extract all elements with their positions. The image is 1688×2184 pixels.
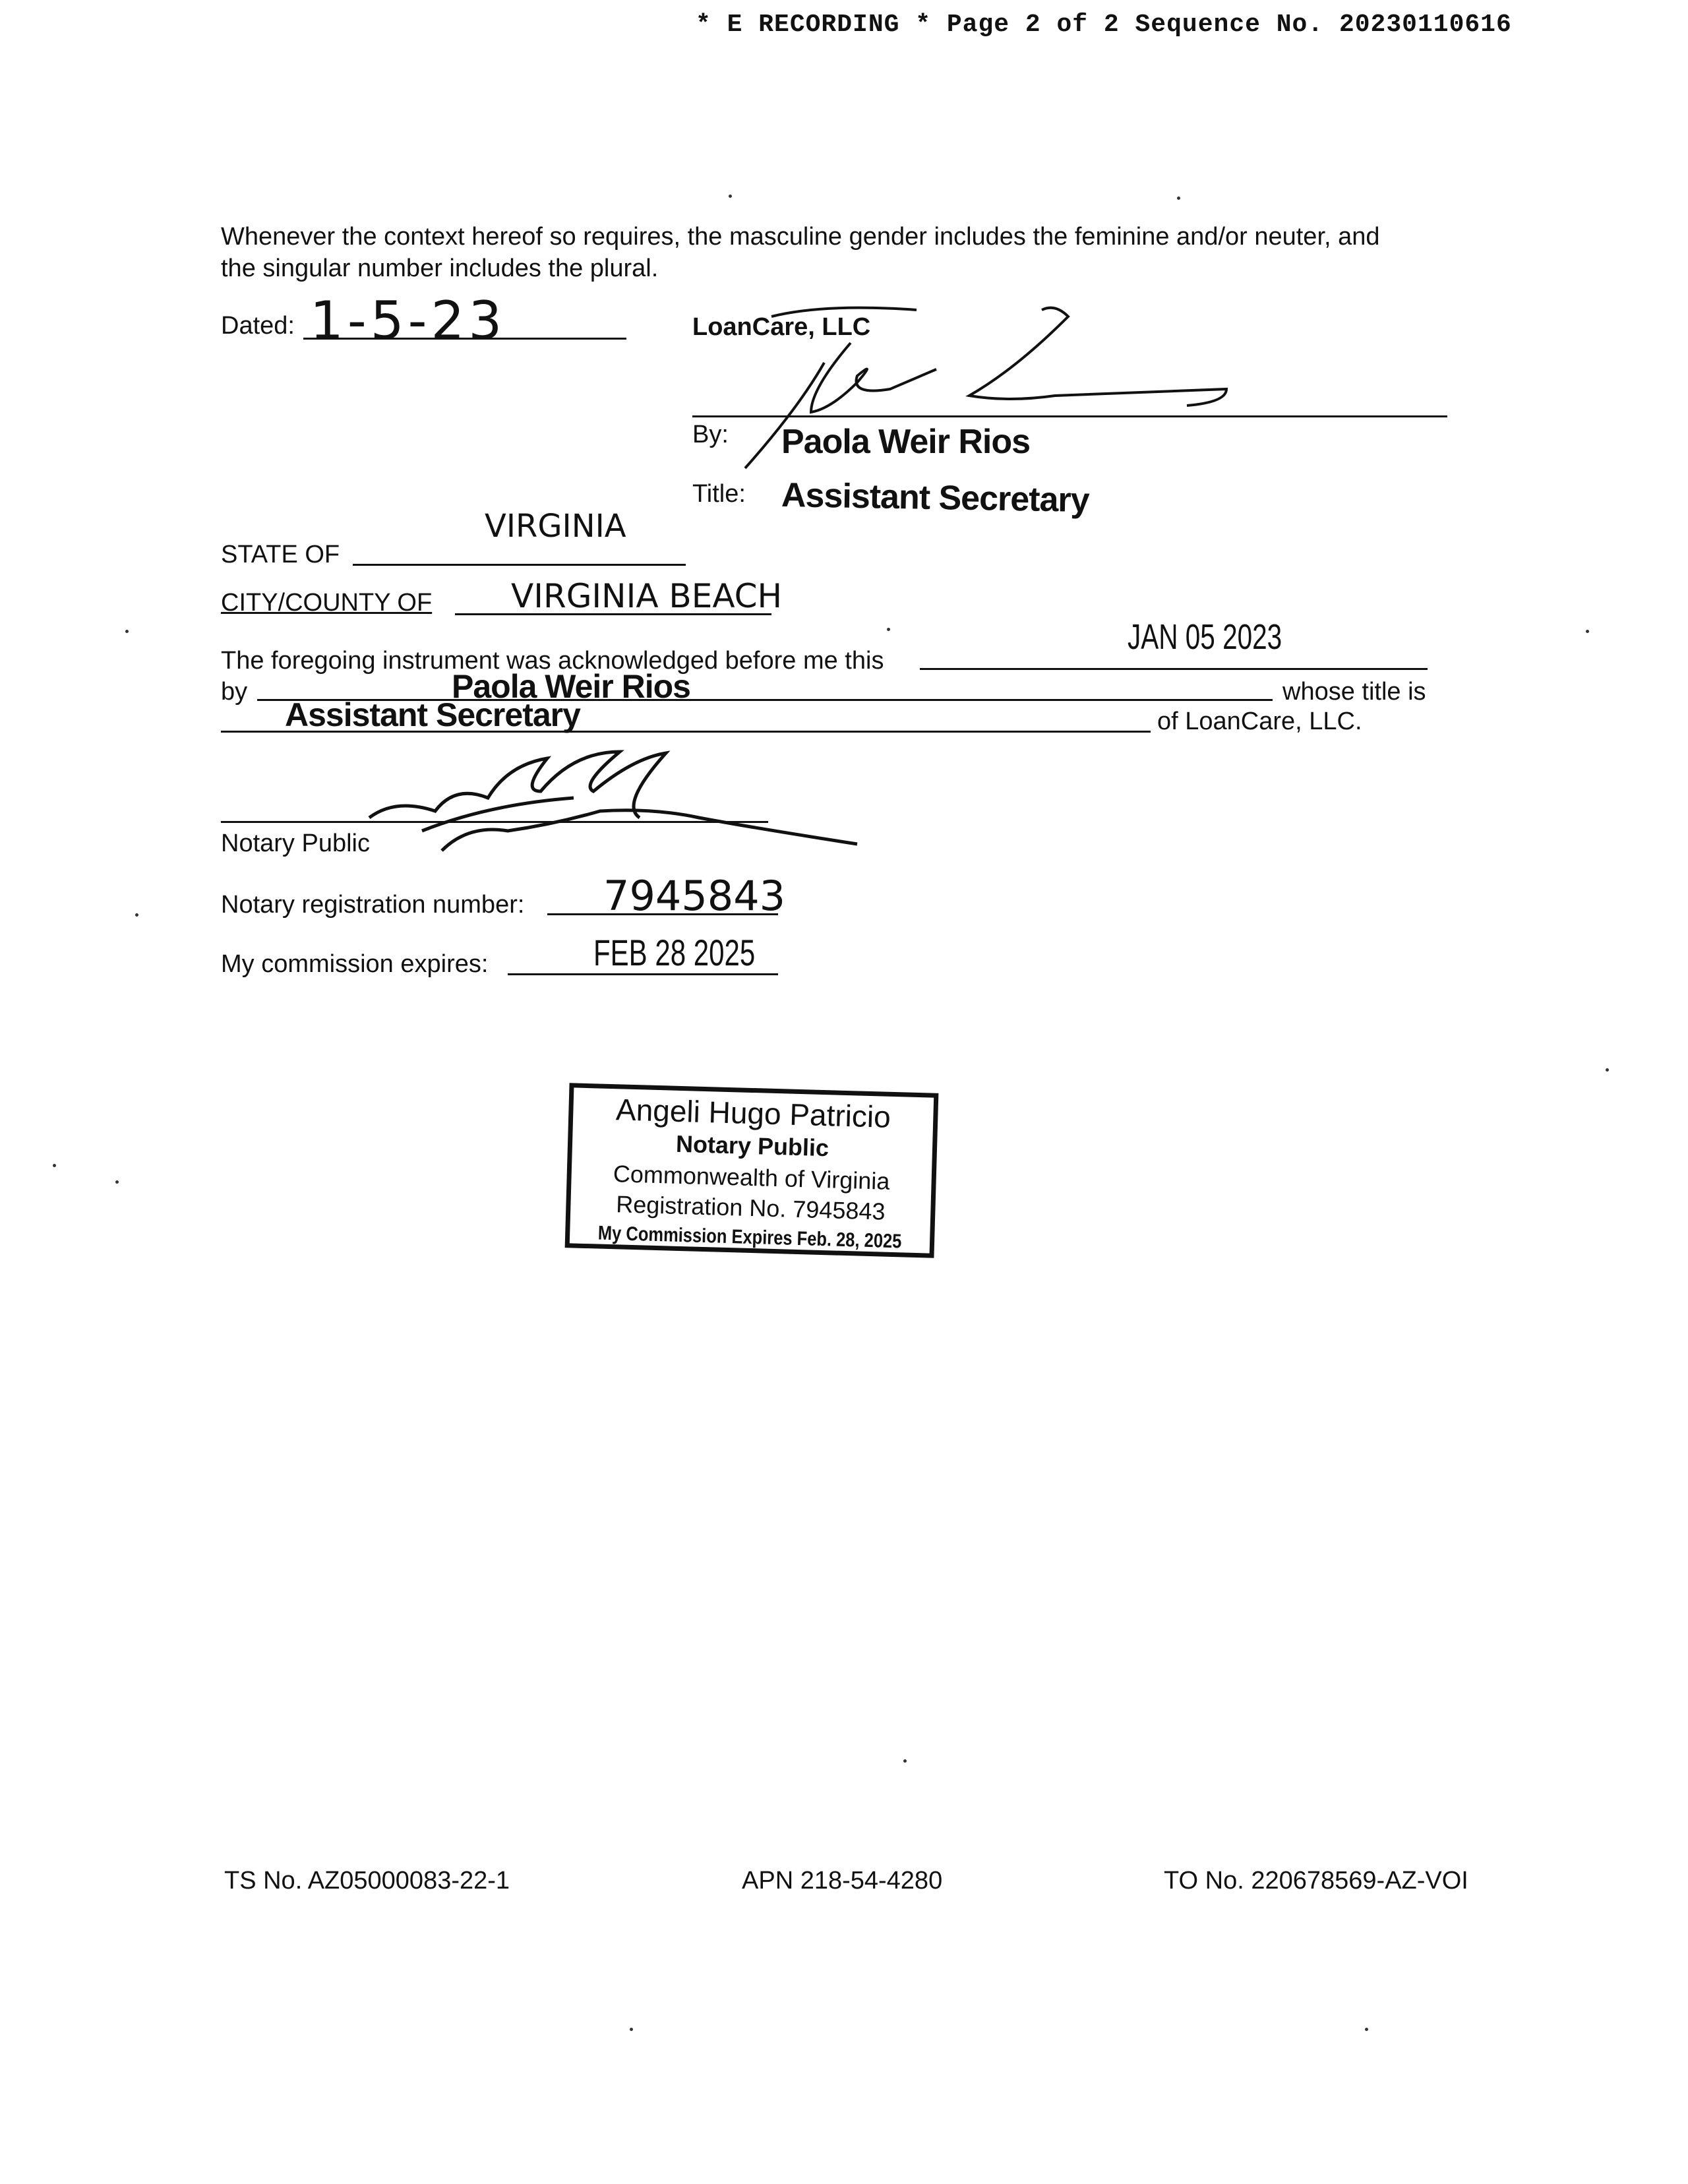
county-line <box>455 613 771 615</box>
footer-apn: APN 218-54-4280 <box>742 1867 943 1895</box>
stamp-expires: My Commission Expires Feb. 28, 2025 <box>597 1222 902 1253</box>
title-label: Title: <box>692 480 746 508</box>
scan-speck <box>1586 630 1589 633</box>
stamp-commonwealth: Commonwealth of Virginia <box>613 1160 890 1195</box>
ack-date-line <box>920 668 1428 670</box>
dated-value: 1-5-23 <box>310 290 506 351</box>
notary-stamp <box>565 1083 939 1258</box>
scan-speck <box>115 1180 119 1184</box>
stamp-name: Angeli Hugo Patricio <box>615 1092 891 1134</box>
recording-header: * E RECORDING * Page 2 of 2 Sequence No. 20230110616 <box>696 11 1512 39</box>
stamp-registration: Registration No. 7945843 <box>615 1190 886 1225</box>
scan-speck <box>1177 197 1180 200</box>
expires-value: FEB 28 2025 <box>593 932 756 973</box>
by-name: Paola Weir Rios <box>781 423 1031 461</box>
reg-value: 7945843 <box>603 872 786 920</box>
scan-speck <box>1606 1068 1609 1072</box>
notary-line <box>221 821 768 823</box>
scan-speck <box>1365 2028 1368 2031</box>
ack-by-label: by <box>221 678 248 706</box>
of-company-text: of LoanCare, LLC. <box>1157 708 1362 735</box>
state-value: VIRGINIA <box>485 508 626 545</box>
scan-speck <box>903 1759 907 1763</box>
dated-label: Dated: <box>221 312 295 340</box>
scan-speck <box>135 913 138 917</box>
ack-title-value: Assistant Secretary <box>285 696 580 733</box>
expires-label: My commission expires: <box>221 950 489 978</box>
foregoing-text: The foregoing instrument was acknowledged before me this <box>221 647 884 675</box>
by-line <box>692 415 1447 417</box>
acknowledgment-date-stamp: JAN 05 2023 <box>1128 617 1282 657</box>
state-label: STATE OF <box>221 541 340 568</box>
county-value: VIRGINIA BEACH <box>511 577 783 615</box>
ack-by-name: Paola Weir Rios <box>452 668 690 705</box>
state-line <box>353 564 686 566</box>
title-value: Assistant Secretary <box>781 475 1090 520</box>
scan-speck <box>630 2028 633 2031</box>
scan-speck <box>887 628 890 631</box>
footer-ts-no: TS No. AZ05000083-22-1 <box>224 1867 510 1895</box>
paragraph-line-1: Whenever the context hereof so requires, the masculine gender includes the feminine and/or neuter, and <box>221 223 1380 251</box>
scan-speck <box>125 630 129 633</box>
notary-signature <box>356 745 870 857</box>
footer-to-no: TO No. 220678569-AZ-VOI <box>1164 1867 1468 1895</box>
county-label: CITY/COUNTY OF <box>221 589 433 617</box>
reg-label: Notary registration number: <box>221 891 525 919</box>
scan-speck <box>53 1164 56 1167</box>
paragraph-line-2: the singular number includes the plural. <box>221 255 659 282</box>
by-label: By: <box>692 421 729 448</box>
whose-title-text: whose title is <box>1282 678 1426 706</box>
notary-label: Notary Public <box>221 830 370 857</box>
company-name: LoanCare, LLC <box>692 313 871 341</box>
stamp-title: Notary Public <box>675 1130 829 1162</box>
scan-speck <box>729 195 732 198</box>
